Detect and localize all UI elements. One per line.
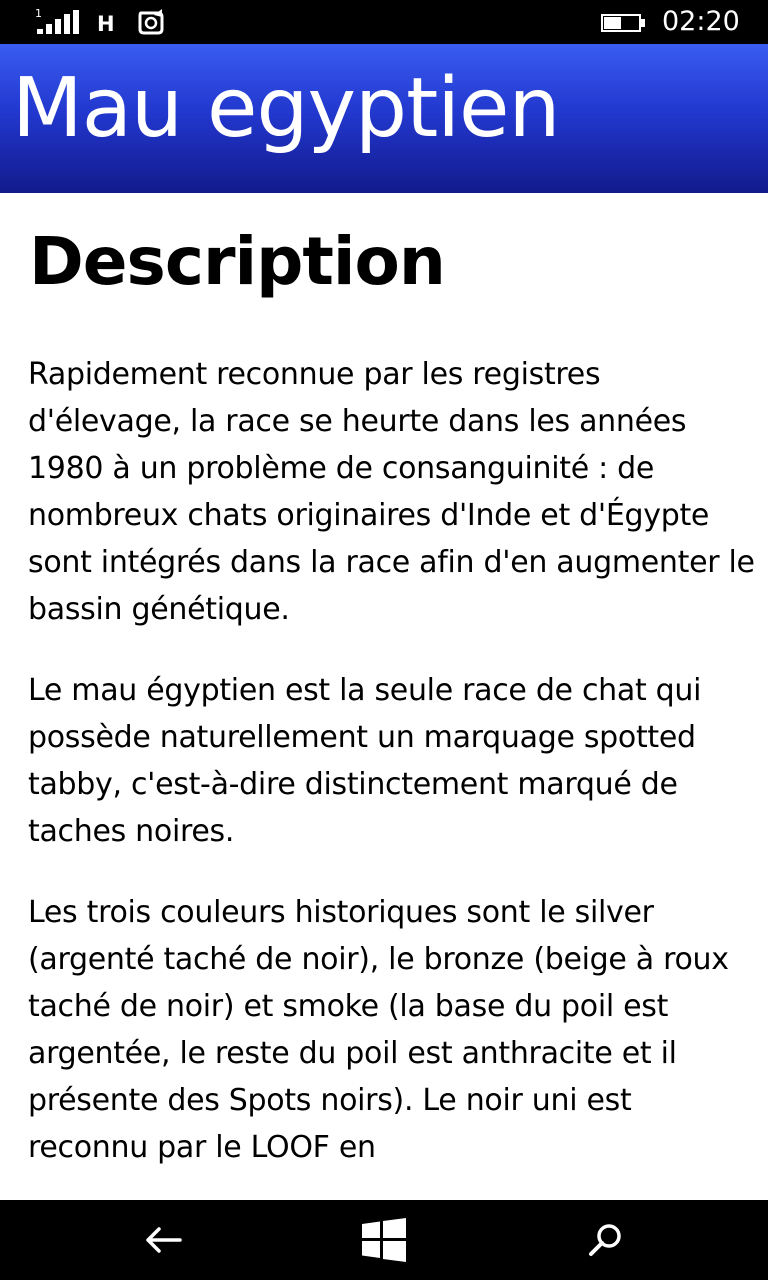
app-title: Mau egyptien bbox=[12, 61, 560, 156]
signal-sim-label: 1 bbox=[35, 7, 42, 20]
back-button[interactable] bbox=[104, 1200, 224, 1280]
search-button[interactable] bbox=[546, 1200, 666, 1280]
signal-strength-icon bbox=[35, 7, 81, 36]
navigation-bar bbox=[0, 1200, 768, 1280]
nfc-icon bbox=[136, 9, 166, 37]
status-bar bbox=[0, 0, 768, 44]
battery-icon bbox=[601, 14, 647, 34]
signal-bar bbox=[55, 19, 61, 34]
signal-bar bbox=[37, 29, 43, 34]
app-header bbox=[0, 44, 768, 193]
search-icon bbox=[586, 1220, 626, 1260]
battery-fill bbox=[604, 17, 621, 29]
article-content[interactable] bbox=[0, 193, 768, 1200]
start-button[interactable] bbox=[324, 1200, 444, 1280]
battery-tip bbox=[641, 19, 645, 27]
article-paragraph: Rapidement reconnue par les registres d'élevage, la race se heurte dans les années 1980 à un problème de consanguinité : de nombreux chats originaires d'Inde et d'Égypte sont intégrés dans la race afin d'en augmenter le bassin génétique. bbox=[28, 357, 755, 627]
status-time: 02:20 bbox=[662, 6, 740, 37]
article-body bbox=[28, 351, 758, 1200]
signal-bar bbox=[46, 24, 52, 34]
article-paragraph: Les trois couleurs historiques sont le silver (argenté taché de noir), le bronze (beige à roux taché de noir) et smoke (la base du poil est argentée, le reste du poil est anthracite et il présente des Spots noirs). Le noir uni est reconnu par le LOOF en bbox=[28, 895, 729, 1165]
network-type-label: H bbox=[97, 12, 115, 36]
article-paragraph: Le mau égyptien est la seule race de chat qui possède naturellement un marquage spotted tabby, c'est-à-dire distinctement marqué de taches noires. bbox=[28, 673, 702, 849]
windows-logo-icon bbox=[360, 1218, 408, 1262]
signal-bar bbox=[73, 10, 79, 34]
signal-bar bbox=[64, 14, 70, 34]
back-arrow-icon bbox=[144, 1225, 184, 1255]
section-heading: Description bbox=[29, 223, 445, 300]
